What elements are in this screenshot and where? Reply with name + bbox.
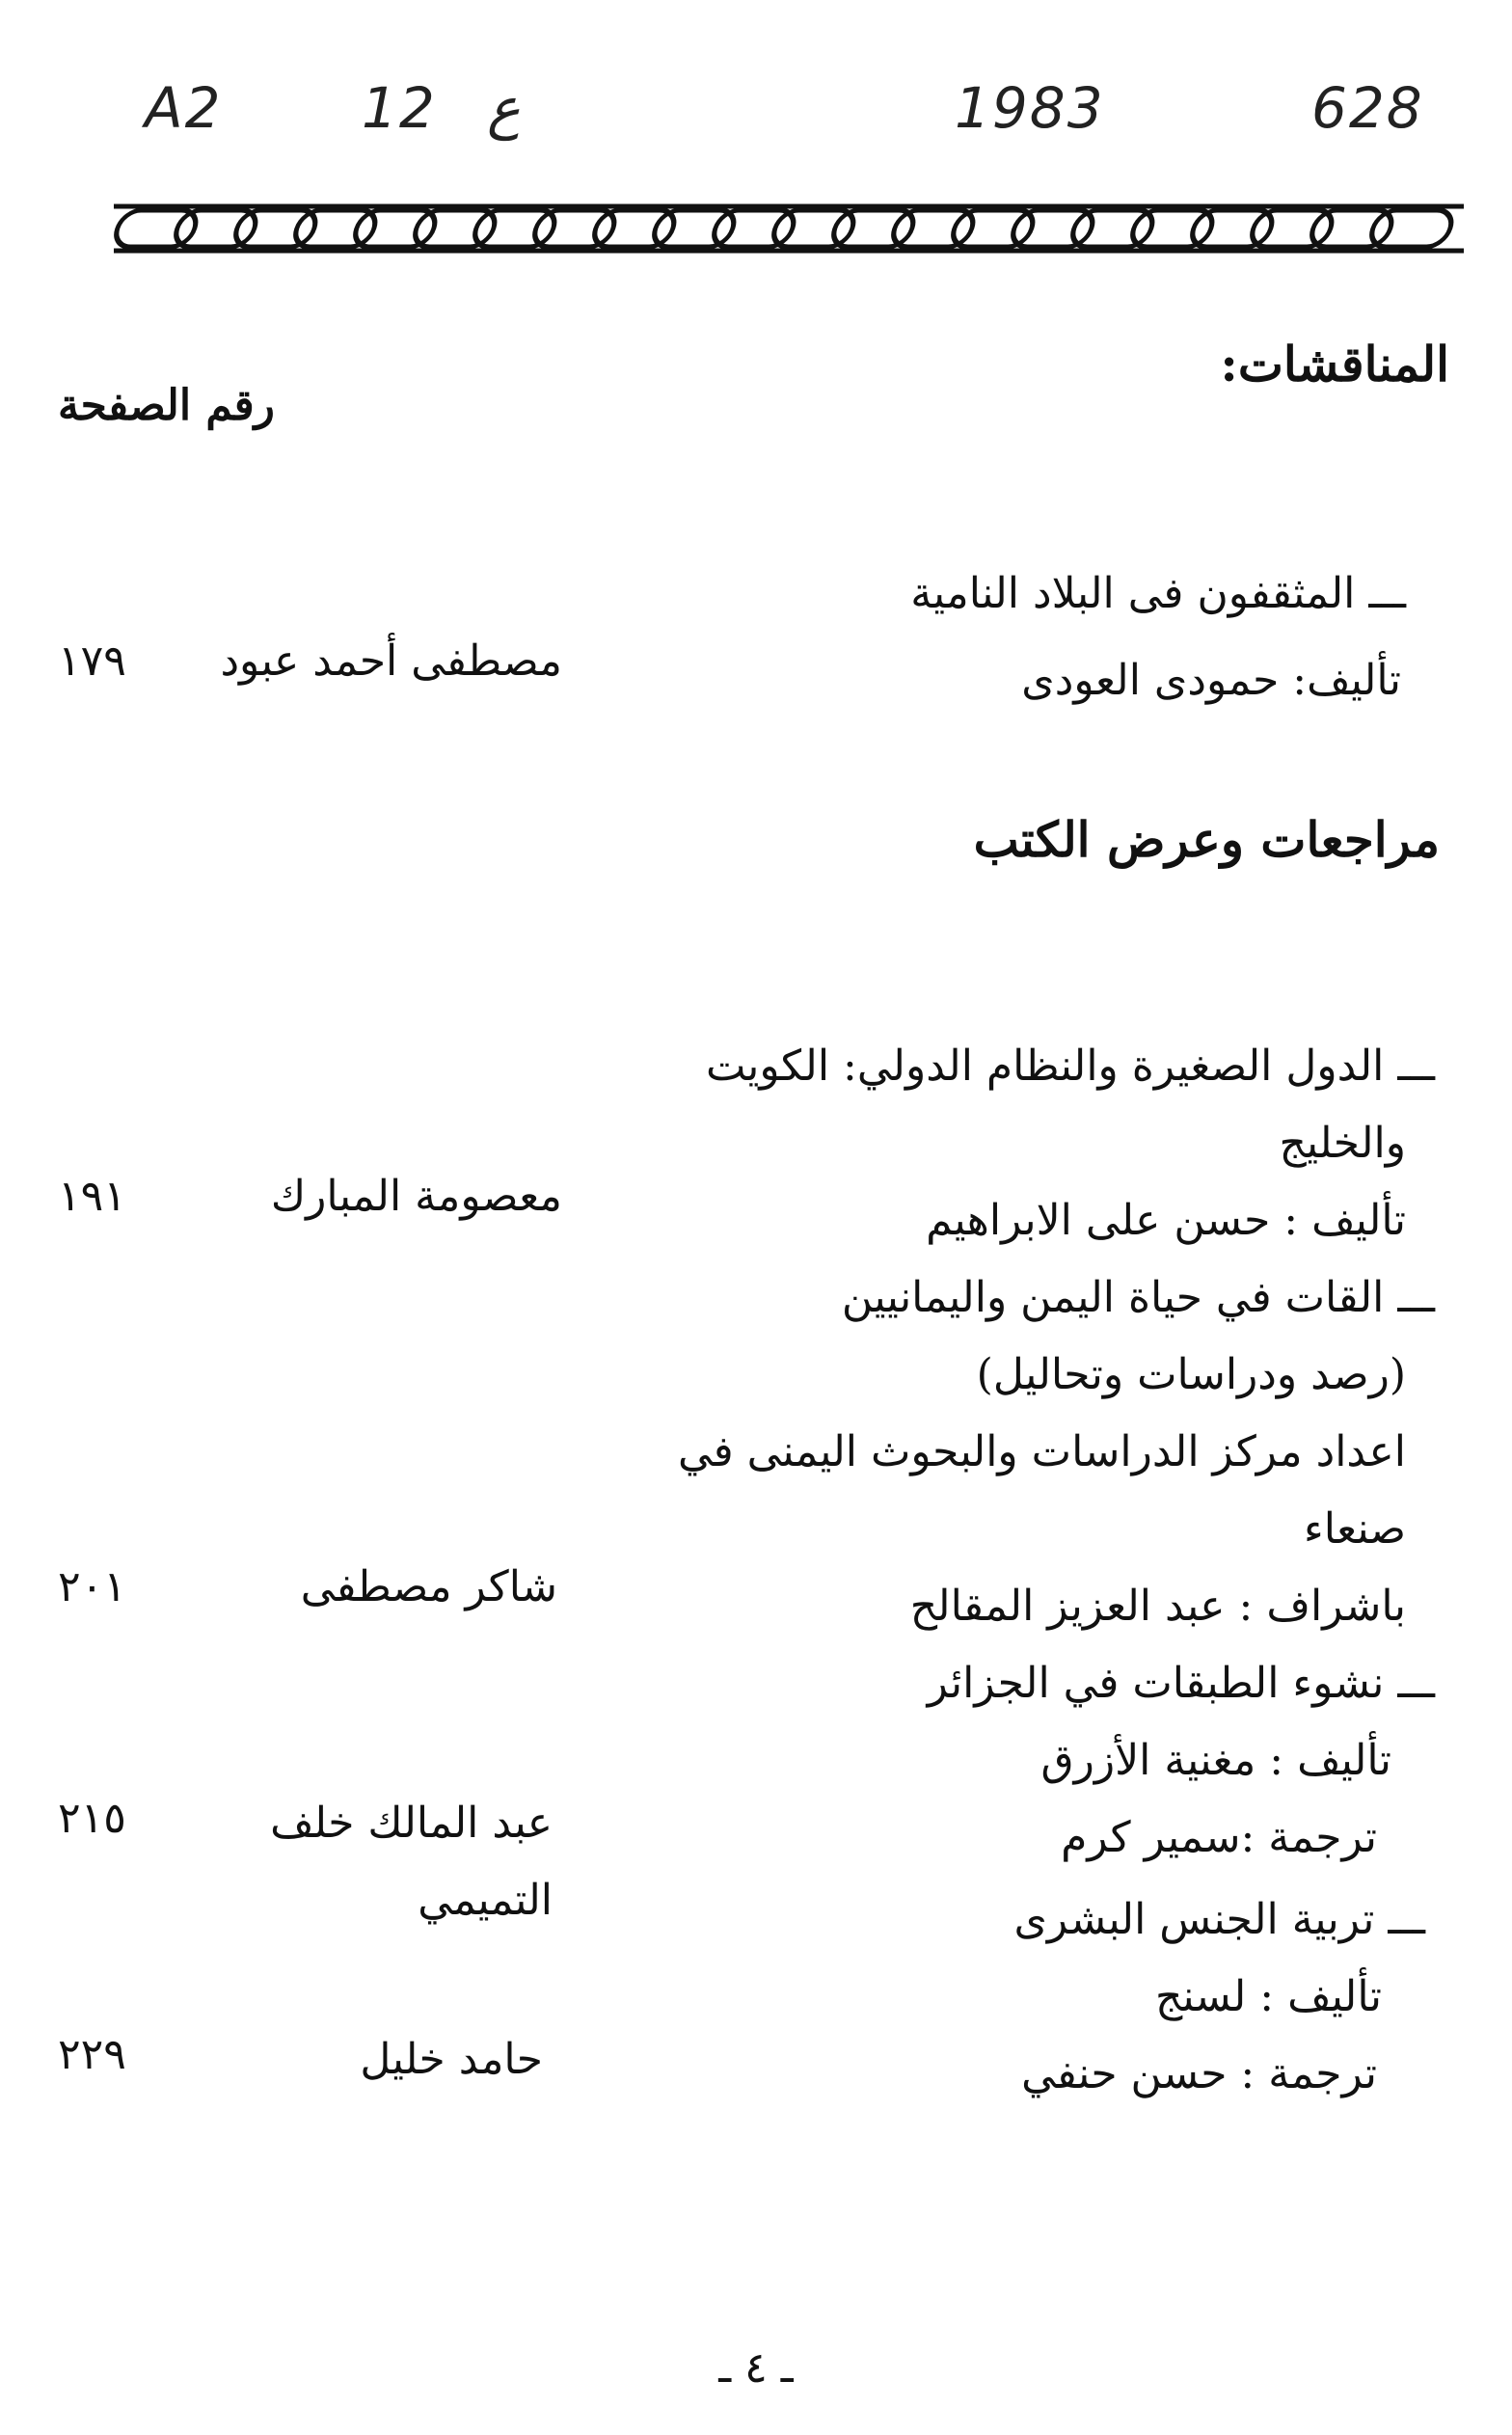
review-2-page-number: ٢٠١ (58, 1562, 126, 1611)
review-4-page-number: ٢٢٩ (58, 2030, 126, 2079)
page-number-footer: ـ ٤ ـ (718, 2343, 794, 2393)
review-3-reviewer-line1: عبد المالك خلف (270, 1799, 553, 1848)
review-3-title: ـــ نشوء الطبقات في الجزائر (927, 1659, 1435, 1708)
review-1-page-number: ١٩١ (58, 1172, 126, 1221)
review-3-author: تأليف : مغنية الأزرق (1040, 1736, 1391, 1785)
review-4-author: تأليف : لسنج (1154, 1972, 1382, 2021)
handwritten-note-d: 1983 (955, 75, 1105, 141)
review-2-reviewer: شاكر مصطفى (300, 1562, 557, 1611)
review-3-page-number: ٢١٥ (58, 1794, 126, 1843)
review-2-prepared-by-line1: اعداد مركز الدراسات والبحوث اليمنى في (677, 1427, 1406, 1476)
reviews-heading: مراجعات وعرض الكتب (973, 811, 1440, 868)
review-2-title-line1: ـــ القات في حياة اليمن واليمانيين (841, 1273, 1435, 1322)
discussion-reviewer: مصطفى أحمد عبود (220, 636, 562, 686)
section-title-discussions: المناقشات: (1220, 336, 1449, 392)
review-1-title-line2: والخليج (1279, 1119, 1406, 1168)
review-1-author: تأليف : حسن على الابراهيم (926, 1196, 1406, 1245)
chain-border-ornament (114, 185, 1464, 272)
review-2-supervision: باشراف : عبد العزيز المقالح (909, 1582, 1406, 1631)
handwritten-note-a: A2 (145, 75, 223, 141)
discussion-page-number: ١٧٩ (58, 636, 126, 686)
review-3-reviewer-line2: التميمي (418, 1876, 553, 1925)
review-1-reviewer: معصومة المبارك (270, 1172, 562, 1221)
review-3-translator: ترجمة :سمير كرم (1061, 1813, 1377, 1862)
discussion-author: تأليف: حمودى العودى (1021, 656, 1401, 705)
handwritten-note-c: ع (487, 75, 521, 141)
review-1-title-line1: ـــ الدول الصغيرة والنظام الدولي: الكويت (705, 1042, 1435, 1091)
review-4-translator: ترجمة : حسن حنفي (1021, 2049, 1377, 2098)
page-column-label: رقم الصفحة (58, 381, 275, 430)
review-2-title-line2: (رصد ودراسات وتحاليل) (976, 1350, 1406, 1399)
handwritten-note-b: 12 (362, 75, 437, 141)
discussion-title: ـــ المثقفون فى البلاد النامية (910, 569, 1406, 618)
review-4-reviewer: حامد خليل (360, 2035, 543, 2084)
review-4-title: ـــ تربية الجنس البشرى (1013, 1895, 1425, 1944)
review-2-prepared-by-line2: صنعاء (1304, 1504, 1406, 1554)
handwritten-note-e: 628 (1311, 75, 1424, 141)
